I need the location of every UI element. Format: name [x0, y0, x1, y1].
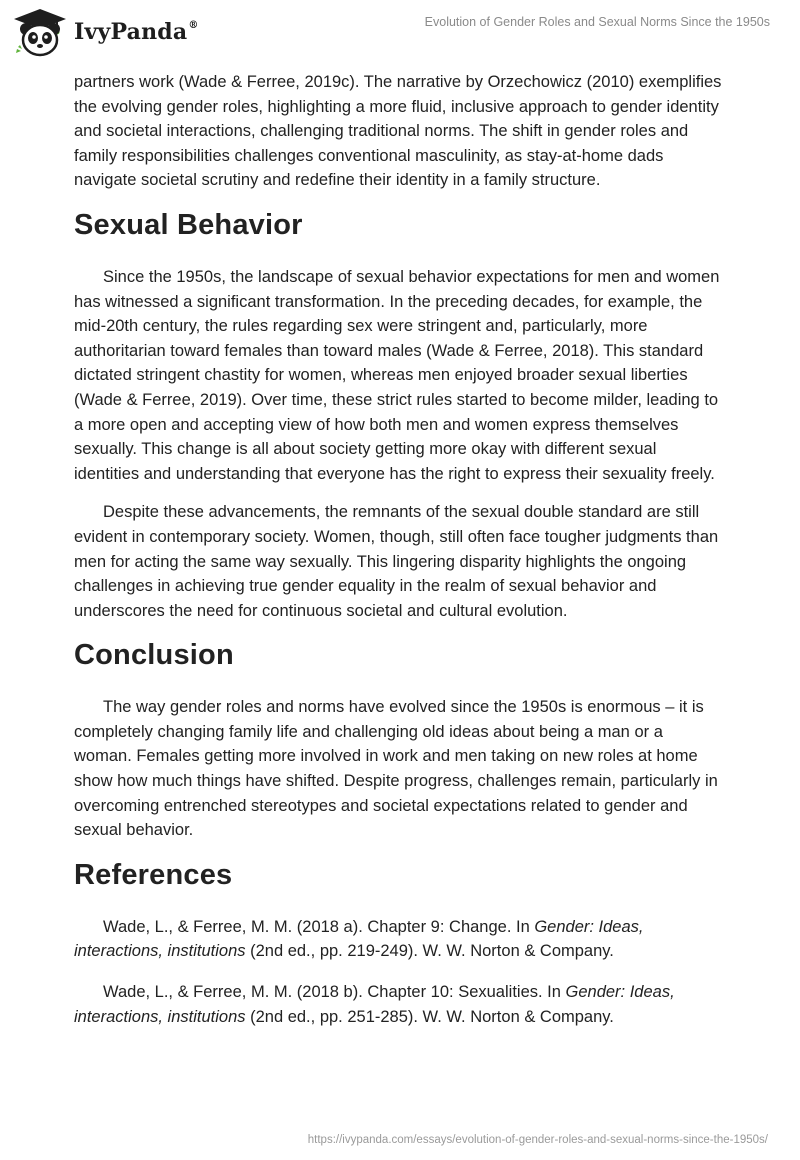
section-heading-conclusion: Conclusion — [74, 639, 234, 672]
intro-paragraph: partners work (Wade & Ferree, 2019c). The narrative by Orzechowicz (2010) exemplifies the evolving gender roles, highlighting a more fluid, inclusive approach to gender identity and societal interactions, challenging traditional norms. The shift in gender roles and family responsibilities challenges conventional masculinity, as stay-at-home dads navigate societal scrutiny and redefine their identity in a family structure. — [74, 73, 722, 190]
conclusion-paragraph: The way gender roles and norms have evolved since the 1950s is enormous – it is completely changing family life and challenging old ideas about being a man or a woman. Females getting more involved in work and men taking on new roles at home show how much things have shifted. Despite progress, challenges remain, particularly in overcoming entrenched stereotypes and societal expectations related to gender and sexual behavior. — [74, 698, 718, 840]
reference-item: Wade, L., & Ferree, M. M. (2018 a). Chapter 9: Change. In Gender: Ideas, interactions, institutions (2nd ed., pp. 219-249). W. W. Norton & Company. — [74, 917, 644, 961]
sexual-behavior-paragraph-1: Since the 1950s, the landscape of sexual behavior expectations for men and women has witnessed a significant transformation. In the preceding decades, for example, the mid-20th century, the rules regarding sex were stringent and, particularly, more authoritarian toward females than toward males (Wade & Ferree, 2018). This standard dictated stringent chastity for women, whereas men enjoyed broader sexual liberties (Wade & Ferree, 2019). Over time, these strict rules started to become milder, leading to a more open and accepting view of how both men and women express themselves sexually. This change is all about society getting more okay with different sexual identities and understanding that everyone has the right to express their sexuality freely. — [74, 267, 720, 483]
ivypanda-logo[interactable] — [12, 6, 199, 58]
section-heading-references: References — [74, 858, 233, 891]
footer-source-link[interactable]: https://ivypanda.com/essays/evolution-of-gender-roles-and-sexual-norms-since-the-1950s/ — [307, 1134, 768, 1146]
reference-item: Wade, L., & Ferree, M. M. (2018 b). Chapter 10: Sexualities. In Gender: Ideas, interactions, institutions (2nd ed., pp. 251-285). W. W. Norton & Company. — [74, 983, 675, 1026]
running-header-title: Evolution of Gender Roles and Sexual Norms Since the 1950s — [424, 15, 770, 29]
page-header — [0, 0, 800, 64]
brand-name: IvyPanda® — [74, 19, 199, 45]
panda-graduate-icon — [12, 7, 68, 57]
document-content — [74, 70, 724, 1045]
section-heading-sexual-behavior: Sexual Behavior — [74, 208, 303, 241]
sexual-behavior-paragraph-2: Despite these advancements, the remnants of the sexual double standard are still evident in contemporary society. Women, though, still often face tougher judgments than men for acting the same way sexually. This lingering disparity highlights the ongoing challenges in achieving true gender equality in the realm of sexual behavior and underscores the need for continuous societal and cultural evolution. — [74, 503, 719, 620]
